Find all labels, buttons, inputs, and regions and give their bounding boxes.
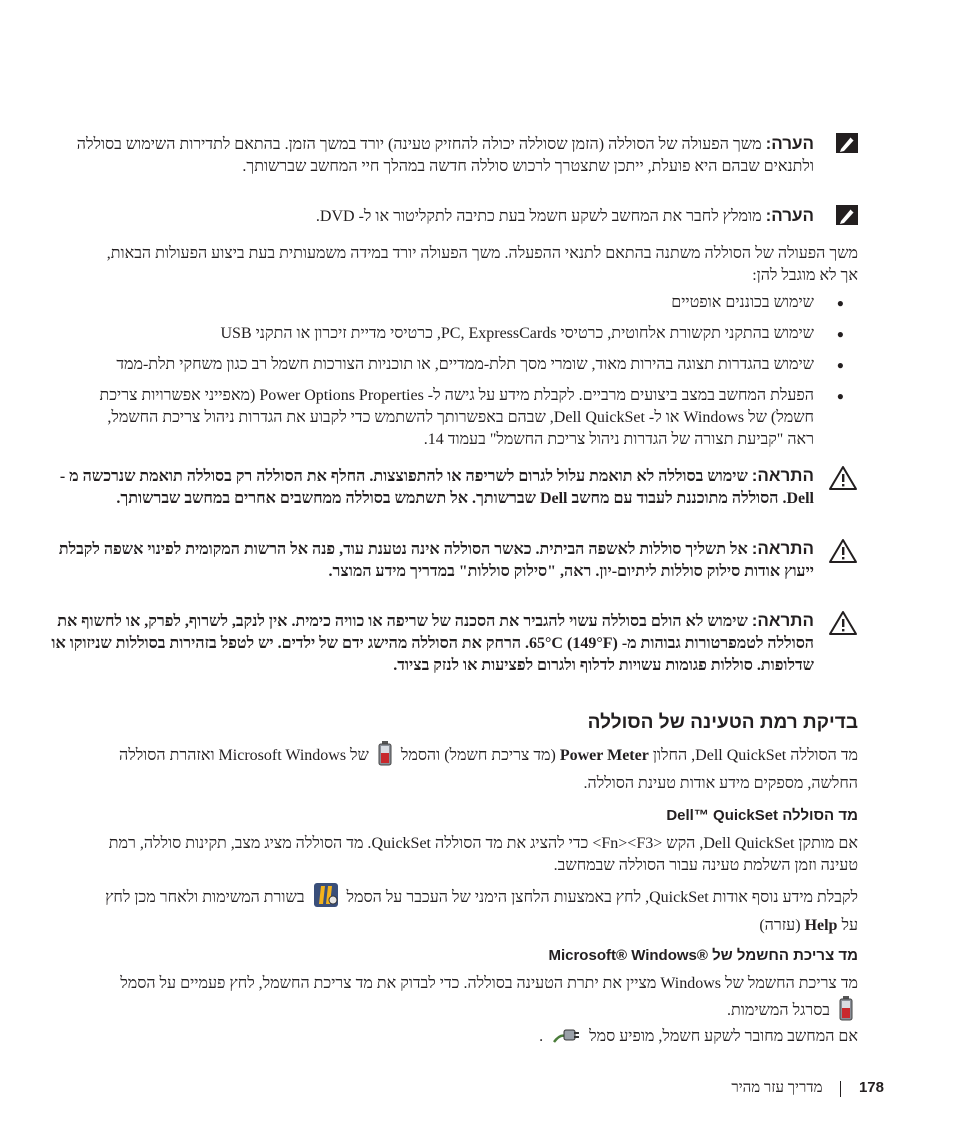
caution-text: שימוש לא הולם בסוללה עשוי להגביר את הסכנה של שריפה או כוויה כימית. אין לנקב, לשרוף, לפרק, או לחשוף את הסוללה לטמפרטורות גבוהות מ- 65°C (149°F). הרחק את הסוללה מהישג ידם של ילדים. יש לטפל בזהירות בסוללות שניזוקו או שדלופות. סוללות פגומות עשויות לדלוף ולגרום לפציעות או לנזק בציוד. <box>51 613 814 674</box>
warning-triangle-icon <box>828 538 858 571</box>
page-number: 178 <box>858 1079 884 1096</box>
page-footer <box>731 1079 884 1097</box>
note-1 <box>50 133 858 178</box>
note-2 <box>50 205 858 228</box>
section-paragraph: מד הסוללה Dell QuickSet, החלון Power Meter (מד צריכת חשמל) והסמל של Microsoft Windows ואזהרת הסוללה החלשה, מספקים מידע אודות טעינת הסוללה. <box>94 740 858 795</box>
subsection-title-quickset: מד הסוללה Dell™ QuickSet <box>666 807 858 824</box>
note-text: מומלץ לחבר את המחשב לשקע חשמל בעת כתיבה לתקליטור או ל- DVD. <box>315 208 762 225</box>
caution-label: התראה: <box>751 539 814 558</box>
windows-meter-paragraph: מד צריכת החשמל של Windows מציין את יתרת הטעינה בסוללה. כדי לבדוק את מד צריכת החשמל, לחץ פעמיים על הסמל בסרגל המשימות. <box>94 973 858 1028</box>
ac-power-plug-icon <box>551 1022 581 1053</box>
note-pencil-icon <box>836 133 858 160</box>
bullet-list <box>94 292 858 460</box>
note-label: הערה: <box>765 206 814 225</box>
battery-meter-icon <box>377 740 393 773</box>
ac-power-paragraph: אם המחשב מחובר לשקע חשמל, מופיע סמל . <box>94 1022 858 1053</box>
caution-text: שימוש בסוללה לא תואמת עלול לגרום לשריפה או להתפוצצות. החלף את הסוללה רק בסוללה תואמת שנרכשה מ - Dell. הסוללה מתוכננת לעבוד עם מחשב Dell שברשותך. אל תשתמש בסוללה ממחשבים אחרים במחשב שברשותך. <box>59 468 814 507</box>
footer-divider <box>840 1081 841 1097</box>
list-item: ● שימוש בהגדרות תצוגה בהירות מאוד, שומרי מסך תלת-ממדיים, או תוכניות הצורכות חשמל רב כגון משחקי תלת-ממד <box>116 356 844 373</box>
note-pencil-icon <box>836 205 858 232</box>
quickset-help-paragraph: לקבלת מידע נוסף אודות QuickSet, לחץ באמצעות הלחצן הימני של העכבר על הסמל בשורת המשימות ולאחר מכן לחץ על Help (עזרה) <box>94 882 858 937</box>
caution-1 <box>50 465 858 510</box>
intro-paragraph: משך הפעולה של הסוללה משתנה בהתאם לתנאי ההפעלה. משך הפעולה יורד במידה משמעותית בעת ביצוע הפעולות הבאות, אך לא מוגבל להן: <box>106 245 858 284</box>
list-item: ● שימוש בהתקני תקשורת אלחוטית, כרטיסי PC, ExpressCards, כרטיסי מדיית זיכרון או התקני USB <box>220 325 844 342</box>
note-text: משך הפעולה של הסוללה (הזמן שסוללה יכולה להחזיק טעינה) יורד במשך הזמן. בהתאם לתדירות השימוש בסוללה ולתנאים שבהם היא פועלת, ייתכן שתצטרך לרכוש סוללה חדשה במהלך חיי המחשב שברשותך. <box>76 136 814 175</box>
caution-3 <box>50 610 858 677</box>
caution-label: התראה: <box>751 611 814 630</box>
warning-triangle-icon <box>828 610 858 643</box>
caution-label: התראה: <box>751 466 814 485</box>
warning-triangle-icon <box>828 465 858 498</box>
footer-title: מדריך עזר מהיר <box>731 1080 823 1096</box>
list-item: ● שימוש בכוננים אופטיים <box>671 294 844 311</box>
caution-2 <box>50 538 858 583</box>
subsection-title-windows: מד צריכת החשמל של Microsoft® Windows® <box>548 947 858 964</box>
quickset-paragraph: אם מותקן Dell QuickSet, הקש <Fn><F3> כדי להציג את מד הסוללה QuickSet. מד הסוללה מציג מצב, תקינות סוללה, רמת טעינה וזמן השלמת טעינה עבור הסוללה שבמחשב. <box>108 835 858 874</box>
list-item: ● הפעלת המחשב במצב ביצועים מרביים. לקבלת מידע על גישה ל- Power Options Properties (מאפייני אפשרויות צריכת חשמל) של Windows או ל- Dell QuickSet, שבהם באפשרותך להשתמש כדי לקבוע את הגדרות ניהול צריכת החשמל, ראה "קביעת תצורה של הגדרות ניהול צריכת החשמל" בעמוד 14. <box>99 387 844 448</box>
caution-text: אל תשליך סוללות לאשפה הביתית. כאשר הסוללה אינה נטענת עוד, פנה אל הרשות המקומית לפינוי אשפה לקבלת ייעוץ אודות סילוק סוללות ליתיום-יון. ראה, "סילוק סוללות" במדריך מידע המוצר. <box>58 541 814 580</box>
note-label: הערה: <box>765 134 814 153</box>
section-title: בדיקת רמת הטעינה של הסוללה <box>587 712 858 733</box>
quickset-icon <box>313 882 339 915</box>
